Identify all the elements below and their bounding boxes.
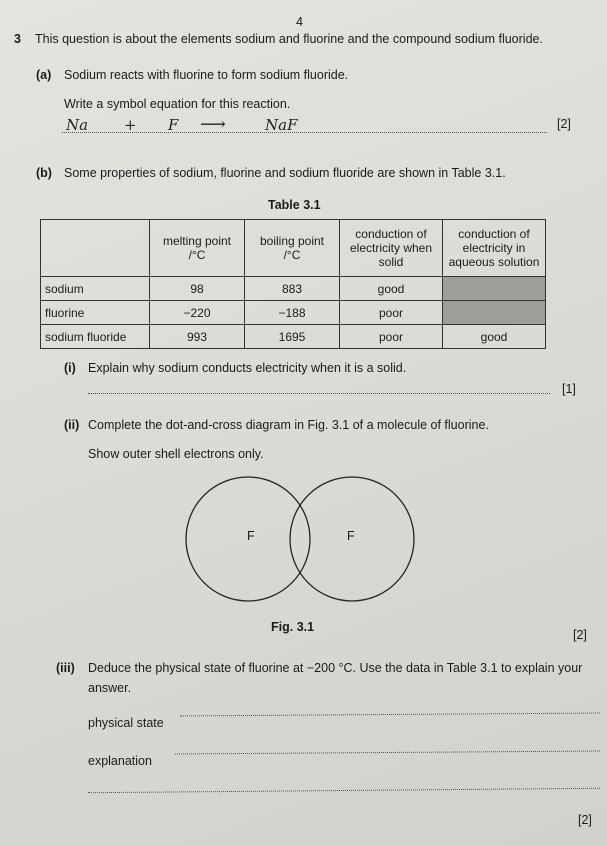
reactant-1: Na [66,116,89,134]
header-melting-point: melting point /°C [150,220,245,277]
atom-symbol-left: F [247,529,255,543]
sub-ii-marks: [2] [573,628,587,642]
table-header-row [41,220,546,277]
part-a-instruction: Write a symbol equation for this reaction. [64,97,291,111]
plus-sign: + [124,116,137,134]
conduction-solid-value: poor [340,325,443,349]
sub-iii-marks: [2] [578,813,592,827]
atom-symbol-right: F [347,529,355,543]
melting-point-value: 993 [150,325,245,349]
question-number: 3 [14,32,21,46]
conduction-aqueous-value: good [443,325,546,349]
explanation-label: explanation [88,754,152,768]
header-conduction-aqueous: conduction of electricity in aqueous solution [443,220,546,277]
table-row [41,301,546,325]
reaction-arrow: ⟶ [200,114,226,135]
question-intro: This question is about the elements sodium and fluorine and the compound sodium fluoride. [35,32,543,46]
boiling-point-value: 1695 [245,325,340,349]
answer-line-i[interactable] [88,393,550,394]
sub-i-marks: [1] [562,382,576,396]
part-a-text: Sodium reacts with fluorine to form sodium fluoride. [64,68,349,82]
sub-iii-text-cont: answer. [88,681,132,695]
sub-i-text: Explain why sodium conducts electricity when it is a solid. [88,361,407,375]
row-label: sodium fluoride [41,325,150,349]
conduction-solid-value: poor [340,301,443,325]
reactant-2: F [168,116,179,134]
page-number: 4 [296,15,303,29]
table-row [41,277,546,301]
shaded-cell [443,277,546,301]
table-title: Table 3.1 [268,198,321,212]
part-a-label: (a) [36,68,52,82]
part-a-marks: [2] [557,117,571,131]
figure-caption: Fig. 3.1 [271,620,315,634]
conduction-solid-value: good [340,277,443,301]
sub-ii-instruction: Show outer shell electrons only. [88,447,264,461]
boiling-point-value: −188 [245,301,340,325]
answer-line-a [62,132,547,133]
dot-and-cross-diagram[interactable] [180,474,440,614]
header-cell-empty [41,220,150,277]
header-conduction-solid: conduction of electricity when solid [340,220,443,277]
sub-iii-text: Deduce the physical state of fluorine at −200 °C. Use the data in Table 3.1 to explain your [88,661,583,675]
header-boiling-point: boiling point /°C [245,220,340,277]
physical-state-label: physical state [88,716,164,730]
row-label: fluorine [41,301,150,325]
explanation-answer-line-1[interactable] [175,751,600,755]
explanation-answer-line-2[interactable] [88,788,600,793]
table-row [41,325,546,349]
melting-point-value: 98 [150,277,245,301]
product: NaF [265,116,298,134]
melting-point-value: −220 [150,301,245,325]
row-label: sodium [41,277,150,301]
sub-ii-text: Complete the dot-and-cross diagram in Fig. 3.1 of a molecule of fluorine. [88,418,489,432]
part-b-label: (b) [36,166,52,180]
sub-ii-label: (ii) [64,418,80,432]
boiling-point-value: 883 [245,277,340,301]
sub-i-label: (i) [64,361,76,375]
properties-table [40,219,546,349]
part-b-text: Some properties of sodium, fluorine and sodium fluoride are shown in Table 3.1. [64,166,506,180]
sub-iii-label: (iii) [56,661,75,675]
shaded-cell [443,301,546,325]
physical-state-answer-line[interactable] [180,713,600,717]
